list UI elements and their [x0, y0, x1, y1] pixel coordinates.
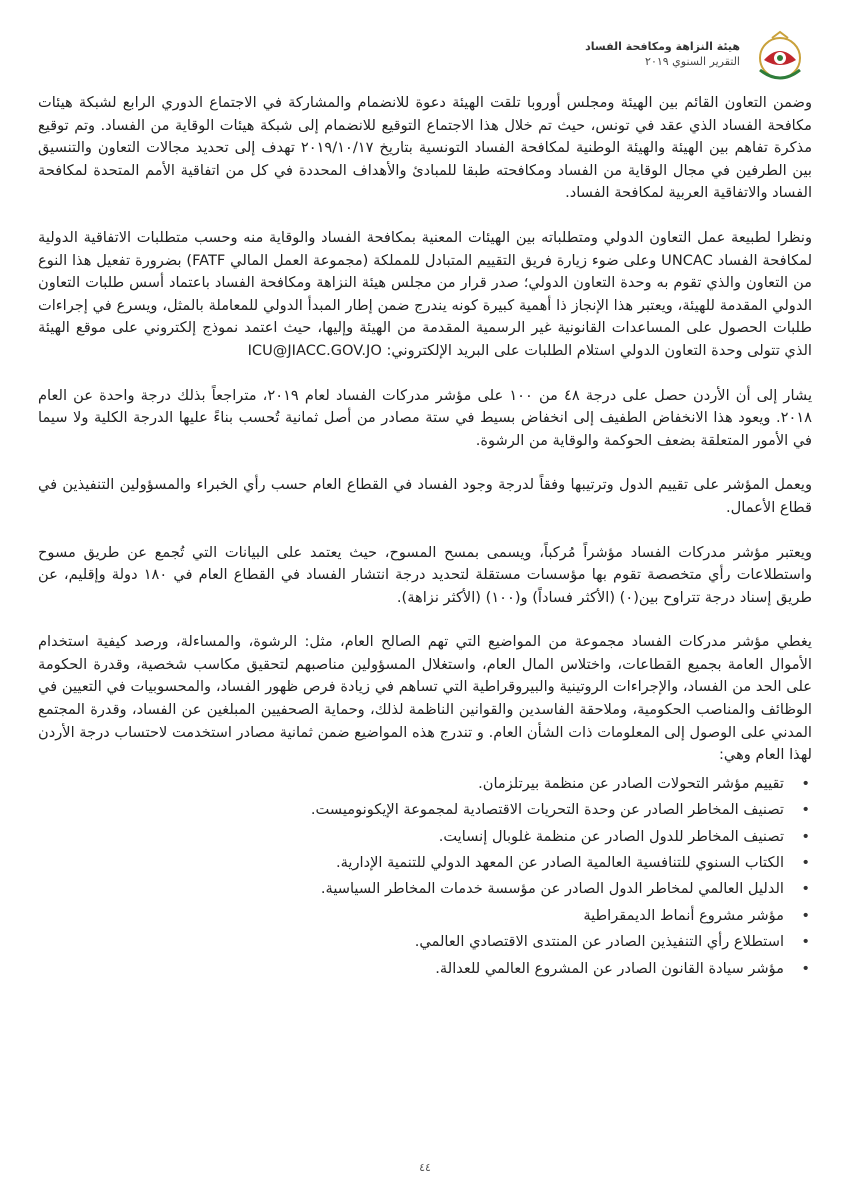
- commission-emblem-icon: [750, 30, 810, 92]
- list-item: • استطلاع رأي التنفيذين الصادر عن المنتدى الاقتصادي العالمي.: [38, 929, 784, 955]
- paragraph: ويعتبر مؤشر مدركات الفساد مؤشراً مُركباً، ويسمى بمسح المسوح، حيث يعتمد على البيانات التي تُجمع عن طريق مسوح واستطلاعات رأي متخصصة تقوم بها مؤسسات مستقلة لتحديد درجة انتشار الفساد في القطاع العام في ١٨٠ دولة وإقليم، عن طريق إسناد درجة تتراوح بين(٠) (الأكثر فساداً) و(١٠٠) (الأكثر نزاهة).: [38, 543, 812, 606]
- page-header: [40, 30, 810, 100]
- list-item: • مؤشر مشروع أنماط الديمقراطية: [38, 903, 784, 929]
- paragraph: ويعمل المؤشر على تقييم الدول وترتيبها وفقاً لدرجة وجود الفساد في القطاع العام حسب رأي الخبراء والمسؤولين التنفيذين في قطاع الأعمال.: [38, 476, 812, 516]
- paragraph: يغطي مؤشر مدركات الفساد مجموعة من المواضيع التي تهم الصالح العام، مثل: الرشوة، والمساءلة، ورصد كيفية استخدام الأموال العامة بجميع القطاعات، واختلاس المال العام، واستغلال المسؤولين مناصبهم لتحقيق مكاسب شخصية، وقدرة الحكومة على الحد من الفساد، والإجراءات الروتينية والبيروقراطية التي تساهم في زيادة فرص ظهور الفساد، والمحسوبيات في التعيين في الوظائف والمناصب الحكومية، وملاحقة الفاسدين والقوانين الناظمة لذلك، وحماية الصحفيين المبلغين عن الفساد، وقدرة المجتمع المدني على الوصول إلى المعلومات ذات الشأن العام. و تندرج هذه المواضيع ضمن ثمانية مصادر استخدمت لاحتساب درجة الأردن لهذا العام وهي:: [38, 633, 812, 764]
- sources-list: [38, 771, 812, 982]
- paragraph: ونظرا لطبيعة عمل التعاون الدولي ومتطلباته بين الهيئات المعنية بمكافحة الفساد والوقاية منه وحسب متطلبات الاتفاقية الدولية لمكافحة الفساد UNCAC وعلى ضوء زيارة فريق التقييم المتبادل للمملكة (مجموعة العمل المالي FATF) بضرورة تفعيل هذا النوع من التعاون والذي تقوم به وحدة التعاون الدولي؛ صدر قرار من مجلس هيئة النزاهة ومكافحة الفساد باعتماد أسس طلبات التعاون الدولي المقدمة للهيئة، ويعتبر هذا الإنجاز ذا أهمية كبيرة كونه يندرج ضمن إطار المبدأ الدولي للمعاملة بالمثل، ويسرع في إجراءات طلبات الحصول على المساعدات القانونية غير الرسمية المقدمة من الهيئة وإليها، حيث اعتمد نموذج إلكتروني على موقع الهيئة الذي تتولى وحدة التعاون الدولي استلام الطلبات على البريد الإلكتروني: ICU@JIACC.GOV.JO: [38, 228, 813, 359]
- list-item: • مؤشر سيادة القانون الصادر عن المشروع العالمي للعدالة.: [38, 956, 784, 982]
- report-title: التقرير السنوي ٢٠١٩: [645, 54, 740, 68]
- page-number: ٤٤: [419, 1161, 431, 1174]
- page-body: [38, 92, 812, 982]
- list-item: • الدليل العالمي لمخاطر الدول الصادر عن مؤسسة خدمات المخاطر السياسية.: [38, 876, 784, 902]
- list-item: • تصنيف المخاطر الصادر عن وحدة التحريات الاقتصادية لمجموعة الإيكونوميست.: [38, 797, 784, 823]
- paragraph: يشار إلى أن الأردن حصل على درجة ٤٨ من ١٠٠ على مؤشر مدركات الفساد لعام ٢٠١٩، متراجعاً بذلك درجة واحدة عن العام ٢٠١٨. ويعود هذا الانخفاض الطفيف إلى انخفاض بسيط في ستة مصادر من أصل ثمانية تُحسب بناءً عليها الدرجة الكلية ولا سيما في الأمور المتعلقة بضعف الحوكمة والوقاية من الرشوة.: [38, 386, 813, 449]
- organization-name: هيئة النزاهة ومكافحة الفساد: [585, 40, 740, 53]
- list-item: • الكتاب السنوي للتنافسية العالمية الصادر عن المعهد الدولي للتنمية الإدارية.: [38, 850, 784, 876]
- list-item: • تقييم مؤشر التحولات الصادر عن منظمة بيرتلزمان.: [38, 771, 784, 797]
- paragraph: وضمن التعاون القائم بين الهيئة ومجلس أوروبا تلقت الهيئة دعوة للانضمام والمشاركة في الاجتماع الدوري الرابع لشبكة هيئات مكافحة الفساد الذي عقد في تونس، حيث تم خلال هذا الاجتماع التوقيع للانضمام إلى شبكة هيئات الوقاية من الفساد. وتم توقيع مذكرة تفاهم بين الهيئة والهيئة الوطنية لمكافحة الفساد التونسية بتاريخ ٢٠١٩/١٠/١٧ تهدف إلى تحديد مجالات التعاون والتنسيق بين الطرفين في مجال الوقاية من الفساد ومكافحته طبقا للمبادئ والأهداف المحددة في كل من اتفاقية الأمم المتحدة لمكافحة الفساد والاتفاقية العربية لمكافحة الفساد.: [38, 94, 813, 202]
- list-item: • تصنيف المخاطر للدول الصادر عن منظمة غلوبال إنسايت.: [38, 824, 784, 850]
